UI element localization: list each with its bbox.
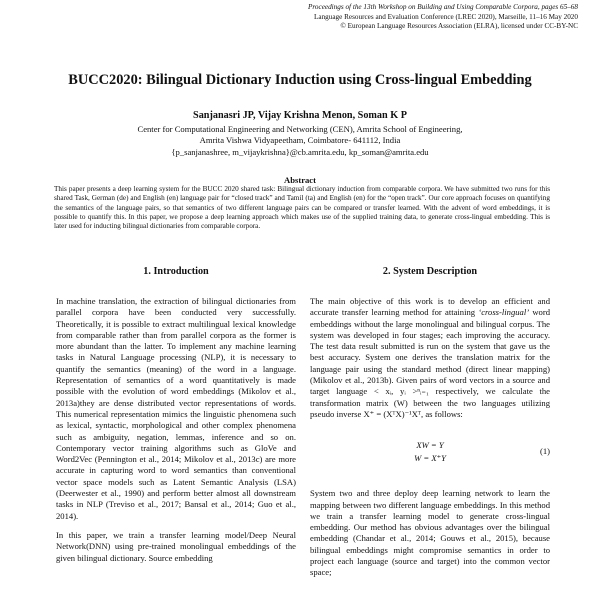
system-description-heading: 2. System Description — [382, 266, 478, 277]
license-line: © European Language Resources Association (ELRA), licensed under CC-BY-NC — [340, 22, 578, 31]
author-list: Sanjanasri JP, Vijay Krishna Menon, Soman K P — [193, 110, 407, 121]
introduction-paragraph-2: In this paper, we train a transfer learning model/Deep Neural Network(DNN) using pre-trained monolingual embeddings of the given bilingual dictionary. Source embedding — [56, 529, 296, 563]
abstract-heading: Abstract — [284, 175, 316, 185]
system-paragraph-2: System two and three deploy deep learning network to learn the mapping between two different language embeddings. In this method we train a transfer learning model to generate cross-lingual embedding. Our method has obvious advantages over the bilingual embedding (Chandar et al., 2014; Gouws et al., 2015), because bilingual embeddings might compromise semantics in order to project each language (source and target) into the common vector space; — [310, 488, 550, 578]
equation-line-2: W = X⁺Y — [414, 453, 446, 464]
introduction-heading: 1. Introduction — [143, 266, 209, 277]
abstract-text: This paper presents a deep learning system for the BUCC 2020 shared task: Bilingual dictionary induction from comparable corpora. We have submitted two runs for this shared Task, German (de) and English (en) language pair for “closed track” and Tamil (ta) and English (en) for the “open track”. Our core approach focuses on quantifying the semantics of the language pairs, so that semantics of two different language pairs can be compared or transfer learned. With the advent of word embeddings, it is possible to quantify this. In this paper, we propose a deep learning approach which makes use of the supplied training data, to generate cross-lingual embedding. This is later used for inducting bilingual dictionaries from comparable corpora. — [54, 185, 550, 231]
proceedings-line-2: Language Resources and Evaluation Conference (LREC 2020), Marseille, 11–16 May 2020 — [314, 12, 578, 21]
system-paragraph-1-end: word embeddings without the large monolingual and bilingual corpus. The system was developed in four stages; each improving the accuracy. The test data result submitted is run on the system that gave us the best accuracy. System one derives the translation matrix for the language pair using the standard method (direct linear mapping) (Mikolov et al., 2013b). Given pairs of word vectors in a source and target language < xᵢ, yᵢ >ⁿᵢ₌₁ respectively, we calculate the transformation matrix (W) between the two languages utilizing pseudo inverse X⁺ = (XᵀX)⁻¹Xᵀ, as follows: — [310, 307, 550, 419]
system-paragraph-1-start: The main objective of this work is to develop an efficient and accurate transfer learning method for attaining — [310, 296, 550, 318]
equation-line-1: XW = Y — [416, 440, 444, 451]
equation-1 — [310, 430, 550, 480]
proceedings-header — [218, 3, 578, 32]
right-column — [310, 266, 550, 587]
proceedings-line-1: Proceedings of the 13th Workshop on Building and Using Comparable Corpora, pages 65–68 — [308, 3, 578, 11]
paper-title: BUCC2020: Bilingual Dictionary Induction using Cross-lingual Embedding — [68, 72, 532, 88]
affiliation-line-2: Amrita Vishwa Vidyapeetham, Coimbatore- 641112, India — [199, 135, 401, 146]
system-paragraph-1 — [310, 296, 550, 420]
affiliation-line-1: Center for Computational Engineering and Networking (CEN), Amrita School of Engineering, — [137, 124, 463, 134]
affiliation-block — [0, 124, 600, 158]
cross-lingual-term: ‘cross-lingual’ — [478, 307, 530, 318]
equation-number: (1) — [539, 446, 550, 457]
author-emails: {p_sanjanashree, m_vijaykrishna}@cb.amrita.edu, kp_soman@amrita.edu — [171, 146, 429, 157]
introduction-paragraph-1: In machine translation, the extraction of bilingual dictionaries from parallel corpora have been conducted very successfully. Theoretically, it is possible to extract multilingual lexical knowledge from comparable rather than from parallel corpora as the former is more abundant than the latter. To implement any machine learning tasks in Natural Language processing (NLP), it is necessary to quantify the semantics (meaning) of the word in a language. Representation of semantics of a word quantitatively is made possible with the evolution of word embeddings (Mikolov et al., 2013a)they are dense distributed vector representations of words. This numerical representation mimics the linguistic phenomena such as lexical, syntactic, morphological and other complex phenomena such as ambiguity, negation, lemmas, inference and so on. Contemporary vector training algorithms such as GloVe and Word2Vec (Pennington et al., 2014; Mikolov et al., 2013c) are more accurate in capturing word to word semantics than conventional vector space models such as Latent Semantic Analysis (LSA) (Deerwester et al., 1990) and perform better almost all downstream tasks in NLP (Treviso et al., 2017; Bansal et al., 2014; Guo et al., 2014). — [56, 296, 296, 521]
left-column — [56, 266, 296, 572]
